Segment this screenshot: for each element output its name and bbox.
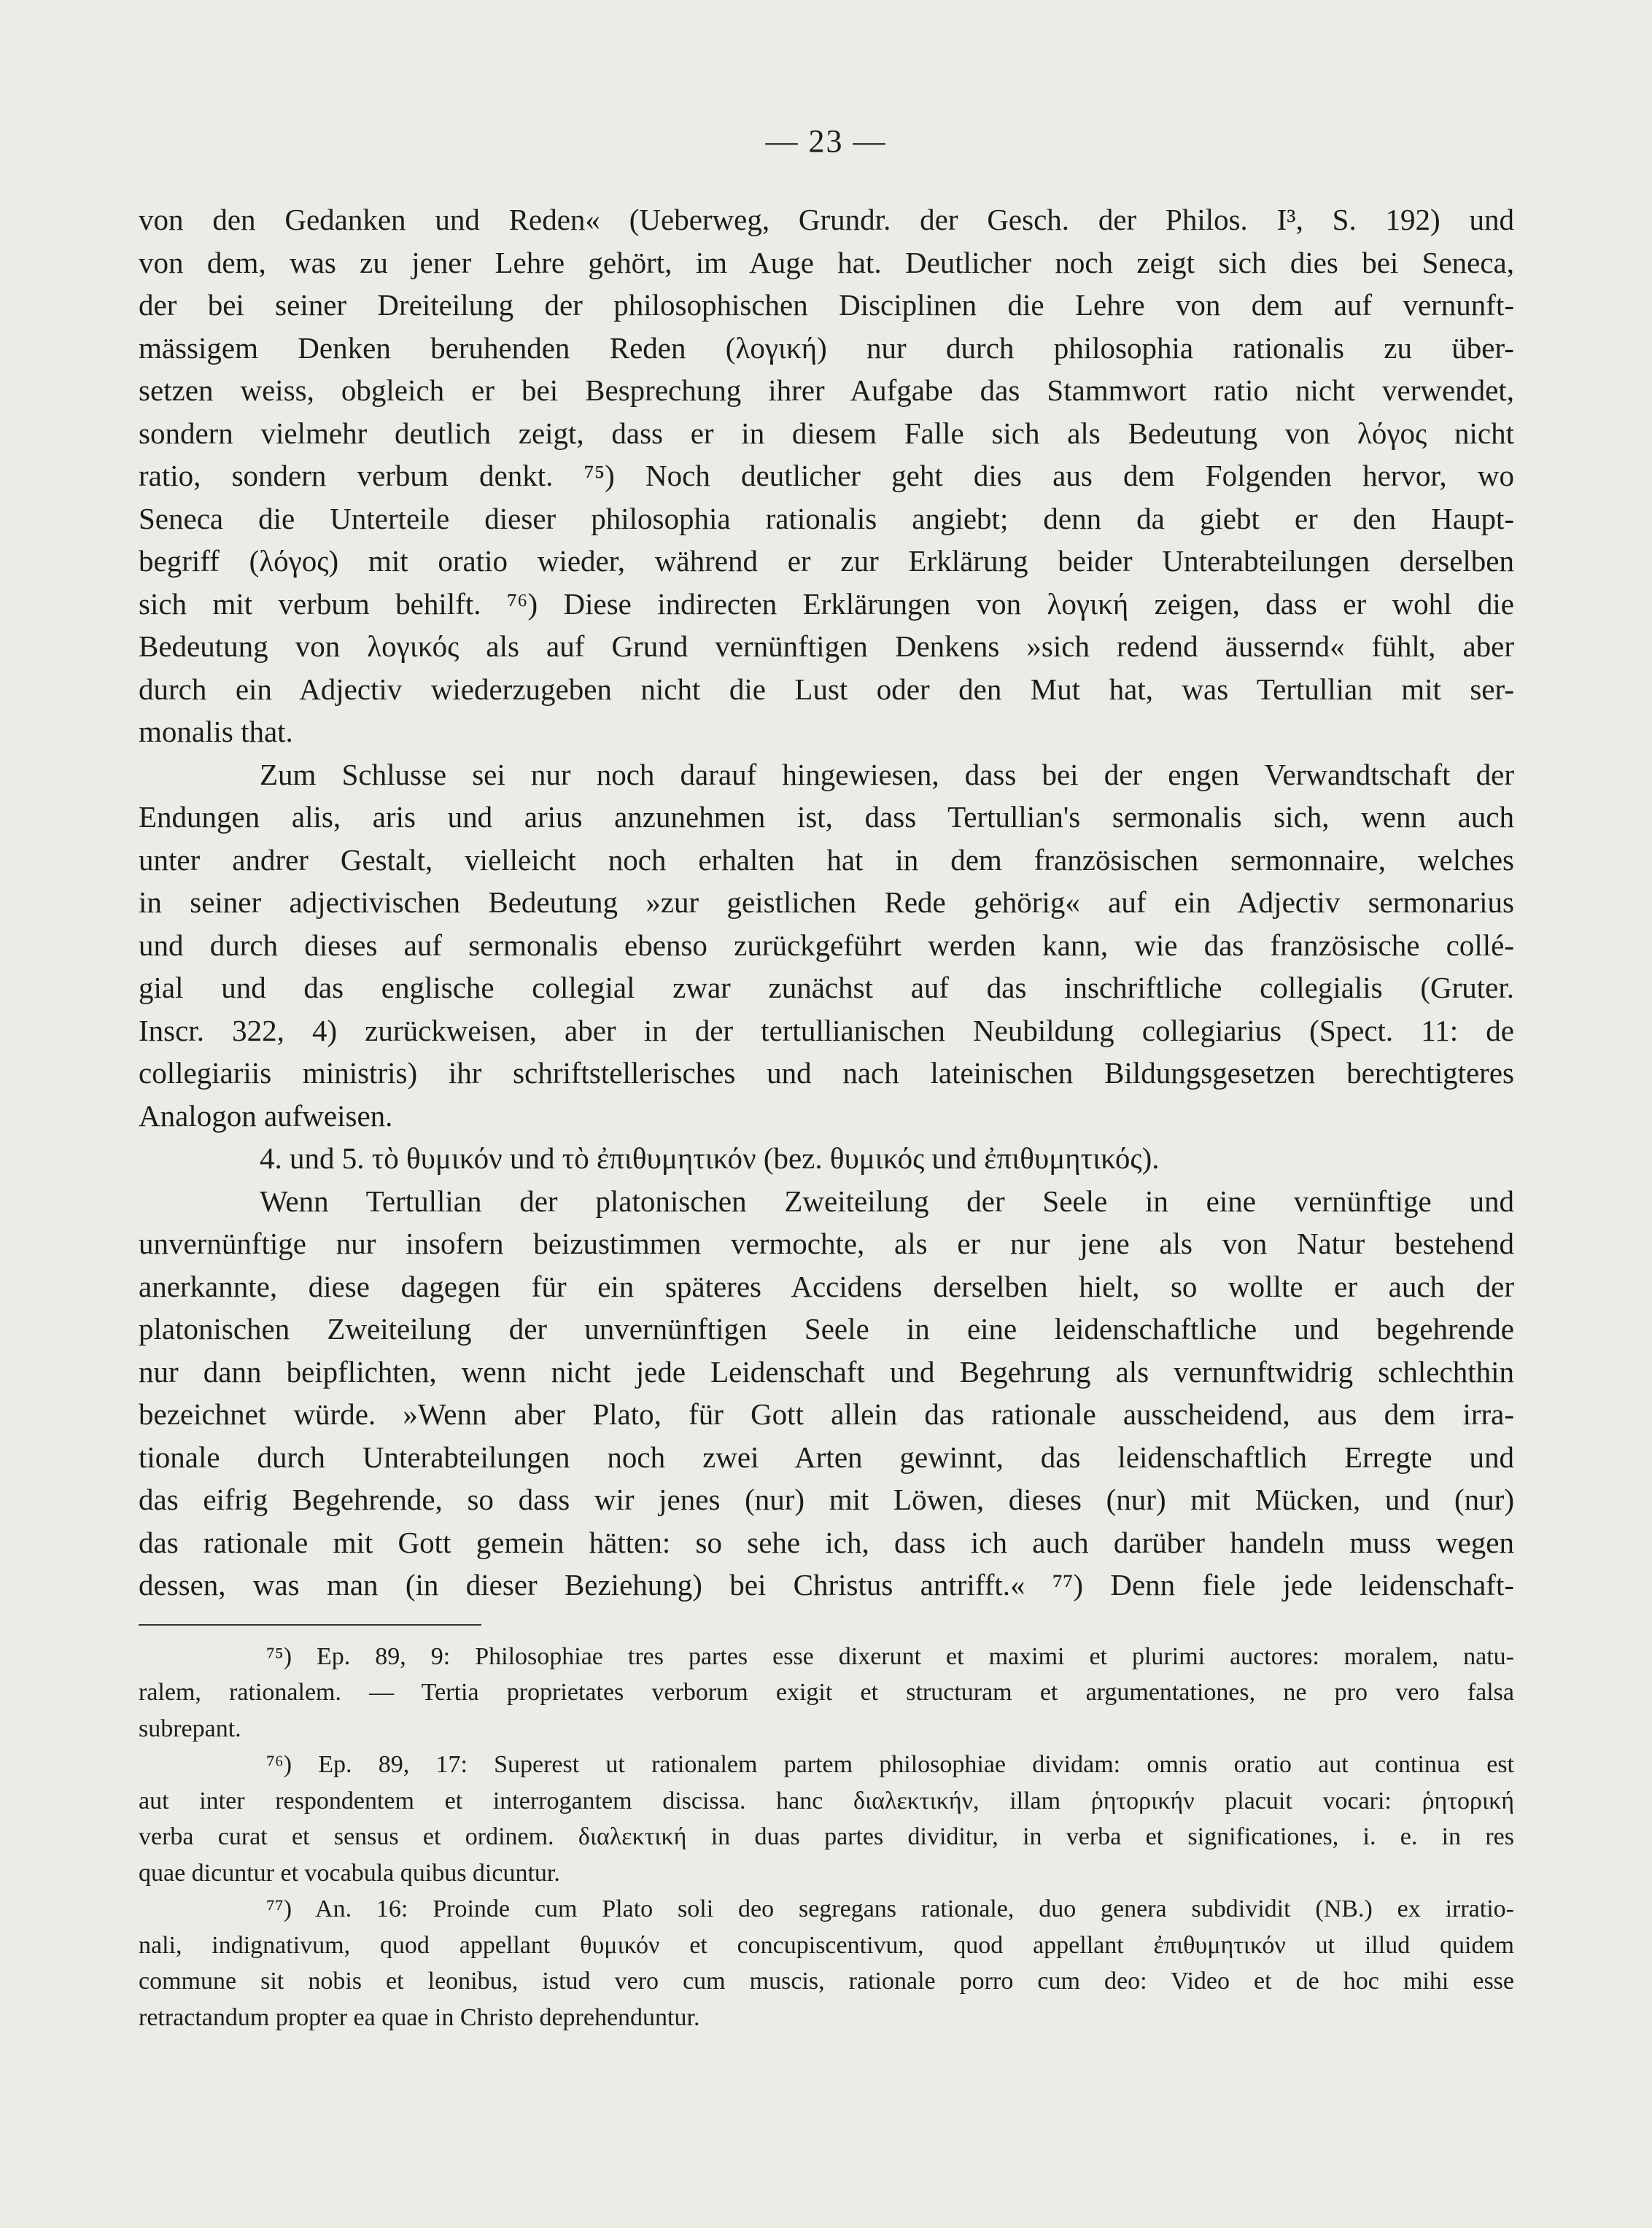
text-line: unvernünftige nur insofern beizustimmen vermochte, als er nur jene als von Natur bestehend: [139, 1227, 1514, 1260]
text-line: Bedeutung von λογικός als auf Grund vernünftigen Denkens »sich redend äussernd« fühlt, aber: [139, 629, 1514, 663]
text-line: Inscr. 322, 4) zurückweisen, aber in der tertullianischen Neubildung collegiarius (Spect. 11: de: [139, 1013, 1514, 1047]
text-line: collegiariis ministris) ihr schriftstellerisches und nach lateinischen Bildungsgesetzen berechtigteres: [139, 1056, 1514, 1090]
text-line: anerkannte, diese dagegen für ein späteres Accidens derselben hielt, so wollte er auch der: [139, 1269, 1514, 1303]
footnote-separator: [139, 1624, 481, 1626]
text-line: und durch dieses auf sermonalis ebenso zurückgeführt werden kann, wie das französische collé-: [139, 928, 1514, 962]
text-line: Analogon aufweisen.: [139, 1098, 393, 1133]
footnote-line: ⁷⁵) Ep. 89, 9: Philosophiae tres partes esse dixerunt et maximi et plurimi auctores: moralem, natu-: [266, 1642, 1514, 1670]
footnote-line: ralem, rationalem. — Tertia proprietates verborum exigit et structuram et argumentationes, ne pro vero falsa: [139, 1679, 1514, 1706]
page-number: — 23 —: [765, 123, 887, 159]
text-line: das eifrig Begehrende, so dass wir jenes (nur) mit Löwen, dieses (nur) mit Mücken, und (nur): [139, 1483, 1514, 1516]
body-lines: [139, 198, 1514, 1607]
footnote-line: nali, indignativum, quod appellant θυμικόν et concupiscentivum, quod appellant ἐπιθυμητικόν ut illud quidem: [139, 1931, 1514, 1959]
text-line: dessen, was man (in dieser Beziehung) bei Christus antrifft.« ⁷⁷) Denn fiele jede leidenschaft-: [139, 1568, 1514, 1602]
text-line: sondern vielmehr deutlich zeigt, dass er in diesem Falle sich als Bedeutung von λόγος nicht: [139, 416, 1514, 450]
text-line: das rationale mit Gott gemein hätten: so sehe ich, dass ich auch darüber handeln muss wegen: [139, 1525, 1514, 1559]
text-line: Wenn Tertullian der platonischen Zweiteilung der Seele in eine vernünftige und: [260, 1184, 1514, 1218]
footnote-line: subrepant.: [139, 1715, 241, 1742]
footnote-line: ⁷⁶) Ep. 89, 17: Superest ut rationalem partem philosophiae dividam: omnis oratio aut continua est: [266, 1751, 1514, 1778]
text-line: platonischen Zweiteilung der unvernünftigen Seele in eine leidenschaftliche und begehrende: [139, 1312, 1514, 1346]
text-line: in seiner adjectivischen Bedeutung »zur geistlichen Rede gehörig« auf ein Adjectiv sermonarius: [139, 885, 1514, 919]
text-line: setzen weiss, obgleich er bei Besprechung ihrer Aufgabe das Stammwort ratio nicht verwendet,: [139, 373, 1514, 407]
body-text: [139, 198, 1514, 2035]
text-line: von den Gedanken und Reden« (Ueberweg, Grundr. der Gesch. der Philos. I³, S. 192) und: [139, 203, 1514, 236]
text-line: mässigem Denken beruhenden Reden (λογική) nur durch philosophia rationalis zu über-: [139, 330, 1514, 365]
text-line: gial und das englische collegial zwar zunächst auf das inschriftliche collegialis (Gruter.: [139, 971, 1514, 1004]
text-line: von dem, was zu jener Lehre gehört, im Auge hat. Deutlicher noch zeigt sich dies bei Seneca,: [139, 245, 1514, 279]
text-line: 4. und 5. τὸ θυμικόν und τὸ ἐπιθυμητικόν (bez. θυμικός und ἐπιθυμητικός).: [260, 1141, 1160, 1175]
text-line: ratio, sondern verbum denkt. ⁷⁵) Noch deutlicher geht dies aus dem Folgenden hervor, wo: [139, 459, 1514, 492]
text-line: nur dann beipflichten, wenn nicht jede Leidenschaft und Begehrung als vernunftwidrig schlechthin: [139, 1354, 1514, 1389]
footnote-line: ⁷⁷) An. 16: Proinde cum Plato soli deo segregans rationale, duo genera subdividit (NB.) ex irratio-: [266, 1895, 1514, 1922]
text-line: begriff (λόγος) mit oratio wieder, während er zur Erklärung beider Unterabteilungen derselben: [139, 544, 1514, 578]
footnote-line: verba curat et sensus et ordinem. διαλεκτική in duas partes dividitur, in verba et significationes, i. e. in res: [139, 1823, 1514, 1850]
text-line: Endungen alis, aris und arius anzunehmen ist, dass Tertullian's sermonalis sich, wenn auch: [139, 800, 1514, 834]
text-line: tionale durch Unterabteilungen noch zwei Arten gewinnt, das leidenschaftlich Erregte und: [139, 1440, 1514, 1474]
text-line: durch ein Adjectiv wiederzugeben nicht die Lust oder den Mut hat, was Tertullian mit ser-: [139, 672, 1514, 706]
footnotes: [139, 1639, 1514, 2036]
text-line: Zum Schlusse sei nur noch darauf hingewiesen, dass bei der engen Verwandtschaft der: [260, 757, 1514, 791]
footnote-line: quae dicuntur et vocabula quibus dicuntur.: [139, 1859, 560, 1887]
footnote-line: commune sit nobis et leonibus, istud vero cum muscis, rationale porro cum deo: Video et de hoc mihi esse: [139, 1968, 1514, 1995]
footnote-line: aut inter respondentem et interrogantem discissa. hanc διαλεκτικήν, illam ῥητορικήν placuit vocari: ῥητορική: [139, 1787, 1514, 1814]
text-line: Seneca die Unterteile dieser philosophia rationalis angiebt; denn da giebt er den Haupt-: [139, 501, 1514, 535]
text-line: der bei seiner Dreiteilung der philosophischen Disciplinen die Lehre von dem auf vernunft-: [139, 288, 1514, 322]
text-line: sich mit verbum behilft. ⁷⁶) Diese indirecten Erklärungen von λογική zeigen, dass er wohl die: [139, 586, 1514, 621]
text-line: monalis that.: [139, 715, 293, 748]
text-line: bezeichnet würde. »Wenn aber Plato, für Gott allein das rationale ausscheidend, aus dem irra-: [139, 1397, 1514, 1431]
footnote-line: retractandum propter ea quae in Christo deprehenduntur.: [139, 2003, 700, 2031]
text-line: unter andrer Gestalt, vielleicht noch erhalten hat in dem französischen sermonnaire, welches: [139, 842, 1514, 877]
